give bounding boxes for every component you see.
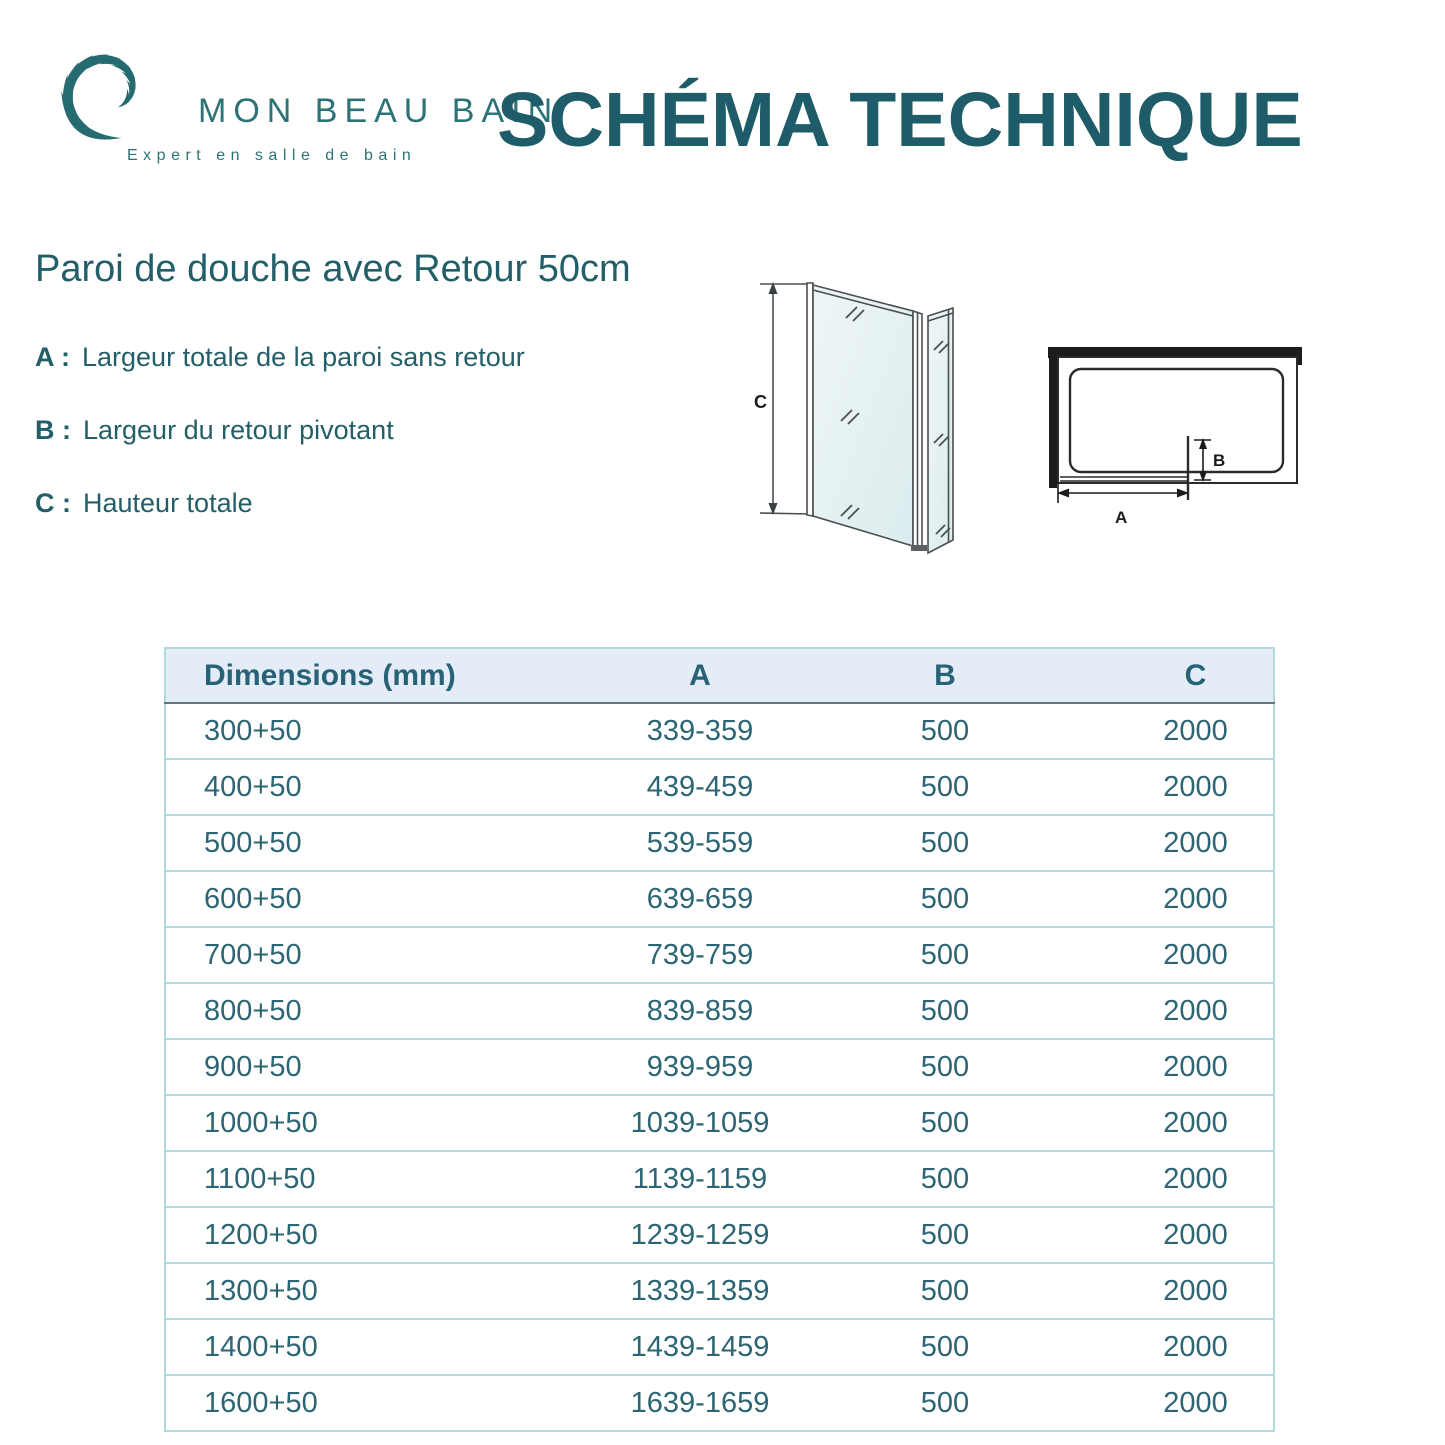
- table-cell: 600+50: [204, 882, 302, 915]
- top-view-diagram: [1030, 330, 1330, 580]
- table-cell: 500: [920, 1330, 970, 1363]
- table-cell: 2000: [1163, 1274, 1228, 1307]
- table-cell: 500: [920, 1106, 970, 1139]
- legend-item-text: Largeur du retour pivotant: [83, 415, 394, 445]
- table-row: [165, 927, 1274, 983]
- table-cell: 339-359: [646, 714, 754, 747]
- table-row: [165, 871, 1274, 927]
- front-view-diagram: [745, 268, 1010, 598]
- page-title: SCHÉMA TECHNIQUE: [497, 77, 1303, 163]
- return-dimension-label: B: [1213, 451, 1226, 470]
- table-row: [165, 1263, 1274, 1319]
- table-row: [165, 1151, 1274, 1207]
- table-cell: 2000: [1163, 938, 1228, 971]
- table-cell: 1300+50: [204, 1274, 318, 1307]
- table-cell: 939-959: [646, 1050, 754, 1083]
- table-cell: 500: [920, 714, 970, 747]
- table-cell: 500: [920, 826, 970, 859]
- shower-tray: [1058, 357, 1297, 483]
- table-row: [165, 1039, 1274, 1095]
- table-row: [165, 815, 1274, 871]
- table-cell: 839-859: [646, 994, 754, 1027]
- table-row: [165, 759, 1274, 815]
- table-cell: 500: [920, 1386, 970, 1419]
- table-cell: 700+50: [204, 938, 302, 971]
- table-cell: 1039-1059: [630, 1106, 770, 1139]
- table-cell: 1639-1659: [630, 1386, 770, 1419]
- table-cell: 500+50: [204, 826, 302, 859]
- legend-item-text: Hauteur totale: [83, 488, 253, 518]
- table-cell: 1339-1359: [630, 1274, 770, 1307]
- table-cell: 500: [920, 1162, 970, 1195]
- table-cell: 2000: [1163, 826, 1228, 859]
- column-header: B: [772, 648, 1118, 703]
- column-header: A: [628, 648, 772, 703]
- legend-item: [35, 488, 525, 519]
- table-cell: 500: [920, 1218, 970, 1251]
- legend-item-key: C :: [35, 488, 71, 518]
- table-cell: 1200+50: [204, 1218, 318, 1251]
- table-cell: 800+50: [204, 994, 302, 1027]
- table-cell: 2000: [1163, 1330, 1228, 1363]
- table-cell: 2000: [1163, 1386, 1228, 1419]
- legend-list: [35, 342, 525, 561]
- table-cell: 1239-1259: [630, 1218, 770, 1251]
- table-cell: 300+50: [204, 714, 302, 747]
- table-cell: 1139-1159: [632, 1162, 768, 1195]
- table-cell: 439-459: [646, 770, 754, 803]
- legend-item-text: Largeur totale de la paroi sans retour: [82, 342, 525, 372]
- table-row: [165, 1375, 1274, 1431]
- table-header-row: [165, 648, 1274, 703]
- table-cell: 2000: [1163, 714, 1228, 747]
- table-cell: 1000+50: [204, 1106, 318, 1139]
- swirl-crescent: [118, 89, 129, 108]
- table-cell: 2000: [1163, 770, 1228, 803]
- table-cell: 1439-1459: [630, 1330, 770, 1363]
- column-header: C: [1118, 648, 1274, 703]
- table-cell: 2000: [1163, 1218, 1228, 1251]
- width-dimension-label: A: [1115, 508, 1128, 527]
- legend-item-key: B :: [35, 415, 71, 445]
- dimensions-table: [164, 647, 1275, 1432]
- table-cell: 500: [920, 938, 970, 971]
- table-cell: 739-759: [646, 938, 754, 971]
- table-body: [165, 703, 1274, 1431]
- table-row: [165, 983, 1274, 1039]
- height-dimension-label: C: [754, 392, 767, 412]
- table-row: [165, 1319, 1274, 1375]
- brand-tagline: Expert en salle de bain: [127, 147, 417, 164]
- product-subtitle: Paroi de douche avec Retour 50cm: [35, 248, 631, 290]
- table-cell: 1100+50: [204, 1162, 316, 1195]
- legend-item-key: A :: [35, 342, 70, 372]
- table-cell: 1600+50: [204, 1386, 318, 1419]
- table-row: [165, 1095, 1274, 1151]
- table-cell: 2000: [1163, 1106, 1228, 1139]
- table-cell: 500: [920, 1050, 970, 1083]
- table-cell: 500: [920, 882, 970, 915]
- table-cell: 2000: [1163, 994, 1228, 1027]
- legend-item: [35, 342, 525, 373]
- table-cell: 400+50: [204, 770, 302, 803]
- table-cell: 539-559: [646, 826, 754, 859]
- table-cell: 500: [920, 994, 970, 1027]
- table-cell: 639-659: [646, 882, 754, 915]
- table-row: [165, 1207, 1274, 1263]
- table-cell: 500: [920, 770, 970, 803]
- table-cell: 1400+50: [204, 1330, 318, 1363]
- table-cell: 900+50: [204, 1050, 302, 1083]
- table-cell: 2000: [1163, 882, 1228, 915]
- brand-swirl-icon: [34, 26, 182, 158]
- table-cell: 2000: [1163, 1162, 1228, 1195]
- left-wall: [1049, 347, 1057, 488]
- brand-name: MON BEAU BAIN: [198, 92, 560, 130]
- table-cell: 500: [920, 1274, 970, 1307]
- legend-item: [35, 415, 525, 446]
- table-row: [165, 703, 1274, 759]
- column-header: Dimensions (mm): [165, 648, 628, 703]
- table-cell: 2000: [1163, 1050, 1228, 1083]
